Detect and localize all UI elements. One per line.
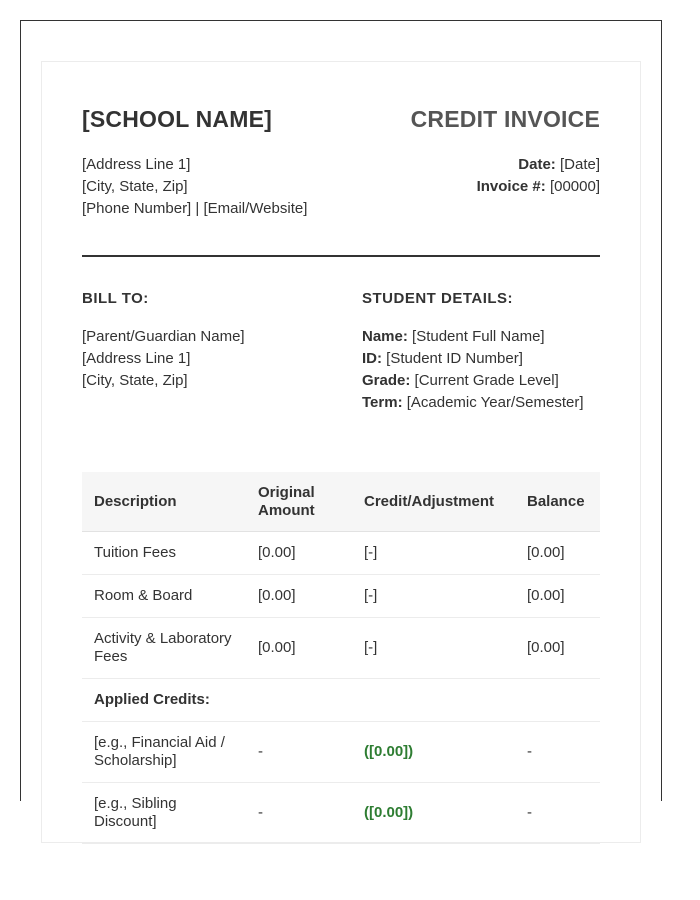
charges-table bbox=[82, 472, 600, 844]
student-name-value: [Student Full Name] bbox=[407, 328, 545, 345]
bill-to-city: [City, State, Zip] bbox=[82, 372, 188, 389]
credit-balance: - bbox=[515, 722, 600, 783]
student-term-value: [Academic Year/Semester] bbox=[402, 394, 584, 411]
row-balance: [0.00] bbox=[515, 618, 600, 679]
student-id-row bbox=[362, 348, 584, 370]
student-id-label: ID: bbox=[362, 350, 382, 367]
student-term-label: Term: bbox=[362, 394, 403, 411]
row-credit-adjustment: [-] bbox=[352, 618, 515, 679]
table-header-row bbox=[82, 472, 600, 532]
date-row bbox=[477, 154, 600, 176]
bill-to-heading: BILL TO: bbox=[82, 290, 149, 307]
table-row bbox=[82, 532, 600, 575]
row-credit-adjustment: [-] bbox=[352, 532, 515, 575]
student-grade-label: Grade: bbox=[362, 372, 411, 389]
applied-credits-label: Applied Credits: bbox=[82, 679, 600, 722]
row-original-amount: [0.00] bbox=[246, 618, 352, 679]
credit-amount: ([0.00]) bbox=[352, 783, 515, 844]
credit-amount: ([0.00]) bbox=[352, 722, 515, 783]
row-balance: [0.00] bbox=[515, 532, 600, 575]
header-divider bbox=[82, 255, 600, 257]
student-name-row bbox=[362, 326, 584, 348]
row-description: Room & Board bbox=[82, 575, 246, 618]
row-credit-adjustment: [-] bbox=[352, 575, 515, 618]
invoice-number-label: Invoice #: bbox=[476, 178, 546, 195]
applied-credits-row bbox=[82, 679, 600, 722]
student-grade-value: [Current Grade Level] bbox=[410, 372, 559, 389]
col-header-credit-adjustment: Credit/Adjustment bbox=[352, 472, 515, 532]
student-id-value: [Student ID Number] bbox=[382, 350, 523, 367]
credit-description: [e.g., Financial Aid / Scholarship] bbox=[82, 722, 246, 783]
student-grade-row bbox=[362, 370, 584, 392]
row-description: Tuition Fees bbox=[82, 532, 246, 575]
credit-row bbox=[82, 722, 600, 783]
student-term-row bbox=[362, 392, 584, 414]
address-line-1: [Address Line 1] bbox=[82, 156, 191, 173]
address-contact: [Phone Number] | [Email/Website] bbox=[82, 200, 308, 217]
credit-row bbox=[82, 783, 600, 844]
student-name-label: Name: bbox=[362, 328, 408, 345]
invoice-number-row bbox=[477, 176, 600, 198]
credit-balance: - bbox=[515, 783, 600, 844]
bill-to-name: [Parent/Guardian Name] bbox=[82, 328, 245, 345]
invoice-page bbox=[41, 61, 641, 843]
address-city-state-zip: [City, State, Zip] bbox=[82, 178, 188, 195]
row-balance: [0.00] bbox=[515, 575, 600, 618]
table-row bbox=[82, 575, 600, 618]
table-row bbox=[82, 618, 600, 679]
date-value: [Date] bbox=[555, 156, 600, 173]
date-label: Date: bbox=[518, 156, 556, 173]
document-viewport[interactable] bbox=[20, 20, 662, 830]
school-address bbox=[82, 154, 307, 220]
bill-to-block bbox=[82, 326, 245, 392]
invoice-number-value: [00000] bbox=[545, 178, 600, 195]
col-header-original-amount: Original Amount bbox=[246, 472, 352, 532]
col-header-description: Description bbox=[82, 472, 246, 532]
credit-original-amount: - bbox=[246, 722, 352, 783]
col-header-balance: Balance bbox=[515, 472, 600, 532]
document-title: CREDIT INVOICE bbox=[410, 106, 600, 132]
row-original-amount: [0.00] bbox=[246, 575, 352, 618]
credit-original-amount: - bbox=[246, 783, 352, 844]
school-name: [SCHOOL NAME] bbox=[82, 106, 273, 132]
row-description: Activity & Laboratory Fees bbox=[82, 618, 246, 679]
invoice-meta bbox=[477, 154, 600, 198]
student-details-heading: STUDENT DETAILS: bbox=[362, 290, 514, 307]
credit-description: [e.g., Sibling Discount] bbox=[82, 783, 246, 844]
student-details-block bbox=[362, 326, 584, 414]
bill-to-address: [Address Line 1] bbox=[82, 350, 191, 367]
row-original-amount: [0.00] bbox=[246, 532, 352, 575]
